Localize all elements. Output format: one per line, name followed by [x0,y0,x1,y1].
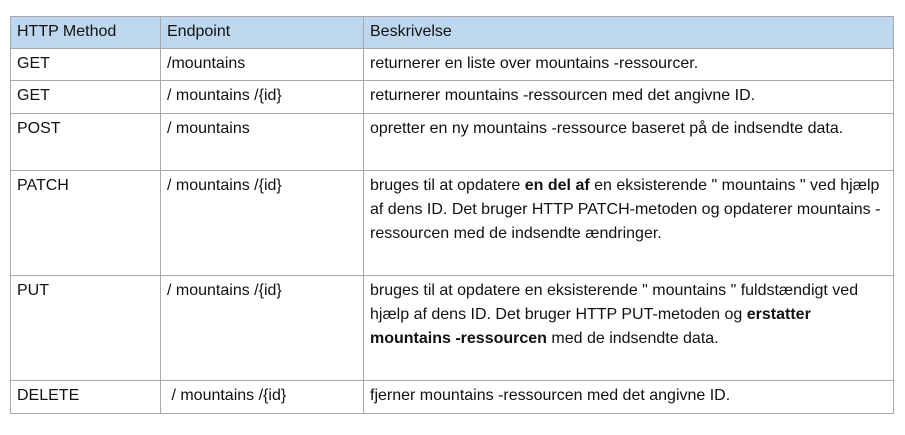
cell-http-method: PATCH [11,171,161,276]
cell-endpoint: /mountains [161,49,364,81]
cell-description [364,171,894,276]
cell-endpoint: / mountains /{id} [161,81,364,114]
table-row [11,276,894,381]
api-endpoints-table [10,16,894,414]
description-text: fjerner mountains -ressourcen med det angivne ID. [370,387,731,404]
description-text: en eksisterende " mountains " ved hjælp af dens ID. Det bruger HTTP PATCH-metoden og opdaterer mountains -ressourcen med de indsendte ændringer. [370,177,881,242]
header-endpoint: Endpoint [161,17,364,49]
cell-http-method: POST [11,114,161,171]
table-row [11,381,894,414]
cell-endpoint: / mountains /{id} [161,171,364,276]
table-row [11,81,894,114]
cell-description [364,381,894,414]
description-bold-text: erstatter mountains -ressourcen [370,306,811,347]
description-text: bruges til at opdatere [370,177,525,194]
cell-description [364,49,894,81]
header-description: Beskrivelse [364,17,894,49]
description-text: opretter en ny mountains -ressource baseret på de indsendte data. [370,120,844,137]
table-row [11,49,894,81]
header-http-method: HTTP Method [11,17,161,49]
table-header-row [11,17,894,49]
cell-description [364,114,894,171]
table-body [11,49,894,414]
cell-endpoint: / mountains [161,114,364,171]
description-text: returnerer en liste over mountains -ressourcer. [370,55,699,72]
description-bold-text: en del af [524,177,590,194]
table-row [11,114,894,171]
cell-description [364,276,894,381]
cell-endpoint: / mountains /{id} [161,276,364,381]
api-endpoints-table-container [10,16,894,414]
cell-http-method: GET [11,49,161,81]
cell-description [364,81,894,114]
cell-http-method: PUT [11,276,161,381]
description-text: med de indsendte data. [546,330,719,347]
cell-http-method: DELETE [11,381,161,414]
description-text: returnerer mountains -ressourcen med det angivne ID. [370,87,756,104]
description-text: bruges til at opdatere en eksisterende " mountains " fuldstændigt ved hjælp af dens ID. Det bruger HTTP PUT-metoden og [370,282,859,323]
cell-http-method: GET [11,81,161,114]
cell-endpoint: / mountains /{id} [161,381,364,414]
table-row [11,171,894,276]
